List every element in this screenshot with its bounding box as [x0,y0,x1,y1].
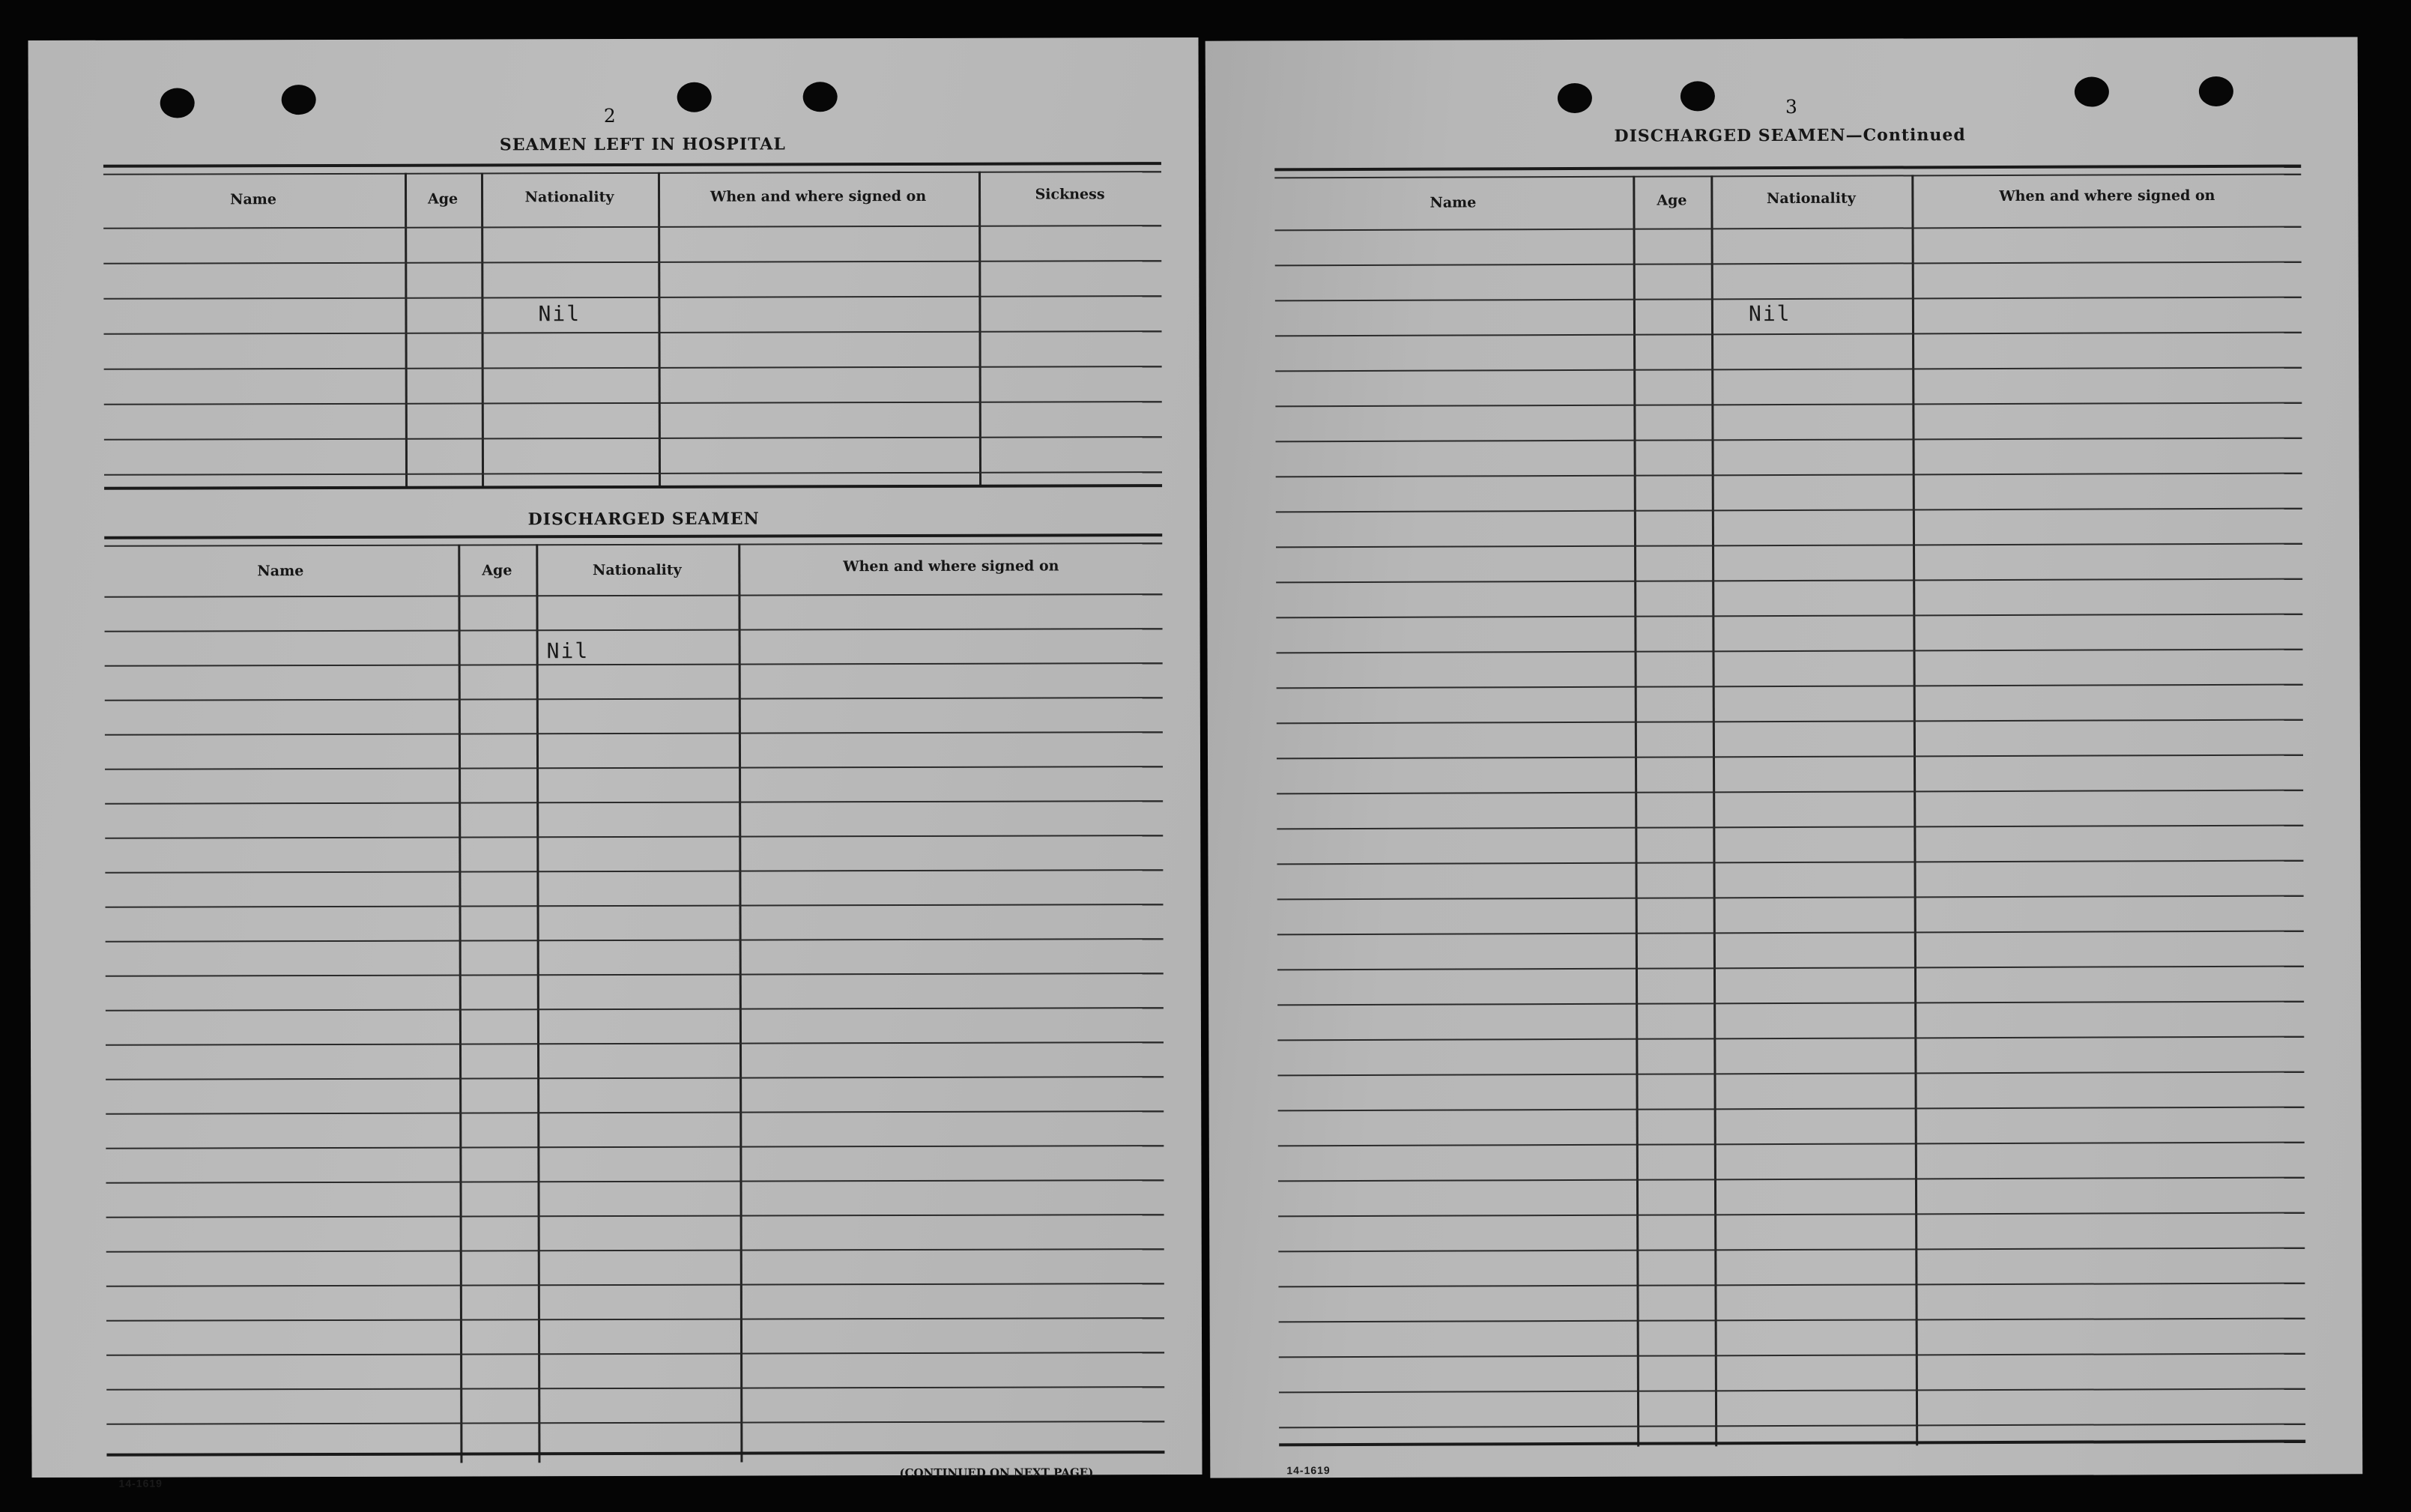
row-line [106,938,1164,943]
row-line [1277,684,2303,689]
row-line [1276,578,2302,584]
punch-hole [1558,83,1592,113]
column-header-name: Name [230,191,277,208]
continued-note: (CONTINUED ON NEXT PAGE) [899,1466,1094,1481]
row-line [104,471,1162,476]
row-line [1276,614,2302,619]
row-line [1277,755,2303,760]
column-header-age: Age [482,562,512,579]
row-line [1276,438,2302,443]
column-header-signed-on: When and where signed on [710,187,927,205]
row-line [105,800,1163,805]
row-line [106,1041,1164,1046]
column-header-nationality: Nationality [592,561,682,579]
row-line [1277,895,2304,901]
row-line [105,869,1163,874]
row-line [106,1214,1164,1218]
row-line [105,731,1163,736]
column-header-age: Age [427,190,459,208]
discharged-row-lines [104,593,1164,1458]
column-header-name: Name [257,563,304,580]
row-line [1275,402,2302,408]
row-line [104,593,1162,598]
row-line [1277,825,2303,830]
row-line [1275,226,2302,232]
row-line [1277,719,2303,725]
page-number: 2 [603,104,616,127]
discharged-nationality-entry: Nil [546,638,590,664]
column-header-age: Age [1657,192,1687,209]
row-line [104,401,1162,405]
row-line [103,225,1161,229]
punch-hole [2075,76,2109,106]
punch-hole [677,82,712,112]
row-line [106,904,1164,908]
row-line [1277,1071,2304,1077]
table-top-rule [1274,165,2301,172]
row-line [106,1145,1164,1149]
row-line [106,1248,1164,1253]
row-line [1276,508,2302,513]
row-line [106,973,1164,977]
row-line [105,628,1163,632]
row-line [105,766,1163,770]
hospital-nationality-entry: Nil [538,301,581,327]
row-line [1277,790,2303,795]
row-line [1278,1212,2305,1218]
row-line [106,1283,1164,1287]
punch-hole [803,82,838,112]
row-line [1279,1353,2305,1358]
column-header-nationality: Nationality [1766,190,1856,208]
row-line [104,436,1162,441]
table-top-rule [103,162,1161,168]
row-line [1278,1107,2305,1112]
row-line [105,662,1163,667]
row-line [1275,261,2302,267]
row-line [1278,1283,2305,1288]
form-number: 14-1619 [118,1477,163,1490]
column-header-sickness: Sickness [1035,186,1105,203]
row-line [106,1076,1164,1080]
punch-hole [1681,81,1715,111]
row-line [105,835,1163,839]
row-line [1279,1424,2305,1429]
row-line [1278,1248,2305,1253]
row-line [103,260,1161,264]
table-top-rule [104,533,1162,539]
table-bottom-rule [104,484,1162,490]
row-line [106,1386,1164,1391]
hospital-section-title: SEAMEN LEFT IN HOSPITAL [499,134,786,155]
row-line [1277,931,2304,936]
column-header-name: Name [1430,194,1477,211]
discharged-section-title: DISCHARGED SEAMEN [527,509,760,530]
row-line [106,1352,1164,1356]
row-line [1279,1318,2305,1323]
column-header-signed-on: When and where signed on [1999,187,2215,205]
row-line [103,295,1161,300]
hospital-row-lines [103,225,1162,483]
column-header-nationality: Nationality [524,189,614,206]
row-line [1278,1142,2305,1147]
row-line [1277,860,2303,865]
row-line [1279,1388,2305,1394]
discharged-continued-nationality-entry: Nil [1748,300,1791,327]
row-line [106,1007,1164,1011]
table-top-rule [1274,174,2301,179]
row-line [1277,966,2304,971]
row-line [104,366,1162,370]
table-top-rule [103,171,1161,175]
form-number: 14-1619 [1286,1464,1331,1477]
row-line [1276,473,2302,478]
row-line [1277,649,2303,654]
row-line [1277,1001,2304,1006]
right-row-lines [1275,226,2306,1444]
table-top-rule [104,542,1162,547]
row-line [1278,1177,2305,1182]
column-header-signed-on: When and where signed on [843,557,1059,575]
punch-hole [160,88,195,118]
right-page [1206,37,2363,1478]
row-line [106,1317,1164,1322]
discharged-continued-title: DISCHARGED SEAMEN—Continued [1614,125,1966,146]
row-line [1275,332,2302,337]
row-line [106,1110,1164,1115]
page-number: 3 [1785,95,1797,118]
left-page [28,37,1202,1490]
row-line [104,330,1162,335]
row-line [106,1421,1164,1425]
row-line [1275,367,2302,372]
row-line [1276,543,2302,548]
row-line [1277,1036,2304,1041]
row-line [105,697,1163,701]
punch-hole [2199,76,2233,106]
punch-hole [282,85,316,115]
row-line [106,1179,1164,1184]
